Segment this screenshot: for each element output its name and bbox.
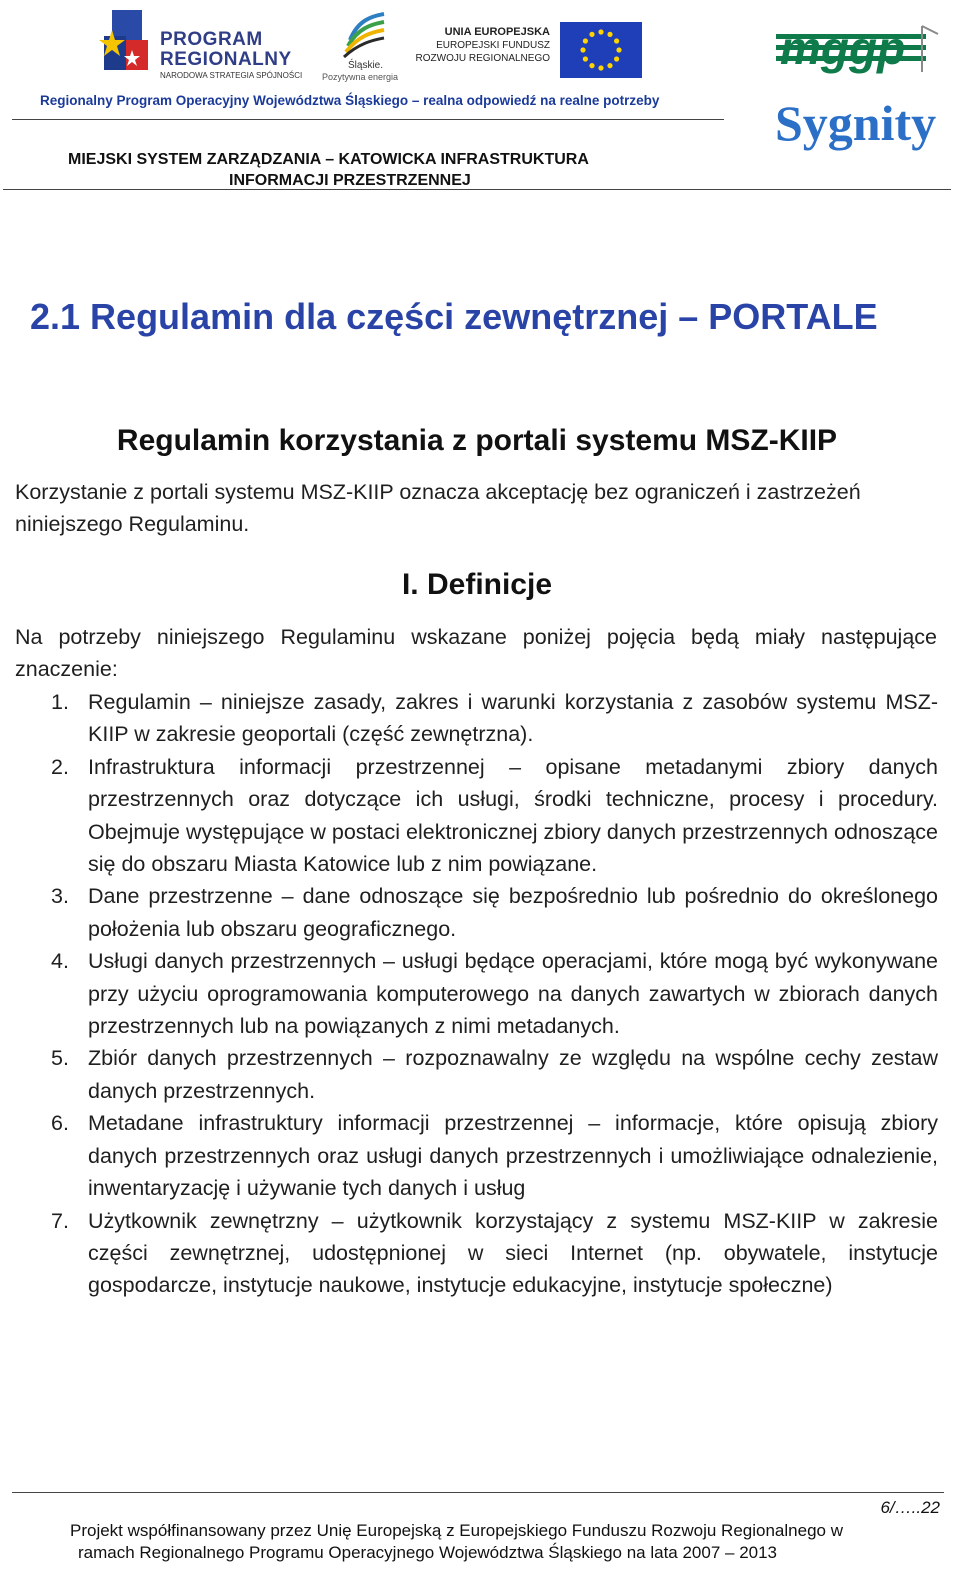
- footer-divider: [12, 1492, 944, 1493]
- program-tagline: Regionalny Program Operacyjny Województwa Śląskiego – realna odpowiedź na realne potrzeby: [40, 93, 660, 108]
- mggp-wordmark-icon: [776, 20, 944, 76]
- program-logo-line3: NARODOWA STRATEGIA SPÓJNOŚCI: [160, 71, 303, 80]
- mggp-logo-text: mggp: [780, 22, 906, 74]
- system-title: [68, 149, 678, 191]
- eu-logo: [415, 22, 642, 78]
- definition-item: [15, 880, 938, 945]
- definition-text: Regulamin – niniejsze zasady, zakres i warunki korzystania z zasobów systemu MSZ-KIIP w zakresie geoportali (część zewnętrzna).: [88, 690, 938, 747]
- document-title: Regulamin korzystania z portali systemu MSZ-KIIP: [116, 424, 838, 457]
- footer-line1: Projekt współfinansowany przez Unię Europejską z Europejskiego Funduszu Rozwoju Regionalnego w: [70, 1521, 843, 1540]
- eu-flag-icon: [560, 22, 642, 78]
- definition-number: 4.: [51, 949, 69, 974]
- slaskie-logo-slogan: Pozytywna energia: [322, 72, 399, 82]
- definition-item: [15, 1107, 938, 1204]
- intro-paragraph: Korzystanie z portali systemu MSZ-KIIP oznacza akceptację bez ograniczeń i zastrzeżeń niniejszego Regulaminu.: [15, 480, 861, 537]
- definition-text: Użytkownik zewnętrzny – użytkownik korzystający z systemu MSZ-KIIP w zakresie części zewnętrznej, udostępnionej w sieci Internet (np. obywatele, instytucje gospodarcze, instytucje naukowe, instytucje edukacyjne, instytucje społeczne): [88, 1208, 938, 1298]
- definition-number: 7.: [51, 1208, 69, 1233]
- eu-logo-line1: UNIA EUROPEJSKA: [444, 26, 550, 38]
- definitions-list: [15, 686, 938, 1302]
- definition-item: [15, 751, 938, 881]
- eu-logo-line3: ROZWOJU REGIONALNEGO: [415, 53, 550, 64]
- program-logo-line2: REGIONALNY: [160, 49, 292, 70]
- definition-number: 2.: [51, 754, 69, 779]
- header-divider: [12, 119, 724, 120]
- sygnity-wordmark-icon: [775, 96, 945, 162]
- definition-number: 3.: [51, 884, 69, 909]
- footer-funding-note: [70, 1520, 898, 1564]
- section-heading: 2.1 Regulamin dla części zewnętrznej – PORTALE: [30, 296, 878, 337]
- program-logo-line1: PROGRAM: [160, 29, 263, 50]
- system-title-line1: MIEJSKI SYSTEM ZARZĄDZANIA – KATOWICKA INFRASTRUKTURA: [68, 151, 589, 168]
- definition-item: [15, 1042, 938, 1107]
- footer-line2: ramach Regionalnego Programu Operacyjnego Województwa Śląskiego na lata 2007 – 2013: [78, 1543, 778, 1562]
- definition-text: Zbiór danych przestrzennych – rozpoznawalny ze względu na wspólne cechy zestaw danych przestrzennych.: [88, 1046, 938, 1103]
- header-bottom-divider: [3, 189, 951, 190]
- mggp-logo: [776, 20, 944, 76]
- eu-logo-line2: EUROPEJSKI FUNDUSZ: [436, 40, 550, 51]
- sygnity-logo-text: Sygnity: [775, 96, 937, 151]
- program-regionalny-flag-icon: [98, 10, 148, 76]
- definition-item: [15, 945, 938, 1042]
- system-title-line2: INFORMACJI PRZESTRZENNEJ: [229, 172, 471, 189]
- definition-item: [15, 1205, 938, 1302]
- definitions-heading: I. Definicje: [401, 568, 553, 601]
- sygnity-logo: [775, 96, 945, 162]
- program-regionalny-logo: [98, 10, 308, 82]
- definition-text: Usługi danych przestrzennych – usługi będące operacjami, które mogą być wykonywane przy użyciu oprogramowania komputerowego na danych zawartych w zbiorach danych przestrzennych lub na powiązanych z nimi metadanych.: [88, 949, 938, 1039]
- definitions-intro: Na potrzeby niniejszego Regulaminu wskazane poniżej pojęcia będą miały następujące znaczenie:: [15, 625, 937, 682]
- slaskie-swirl-icon: [340, 10, 388, 58]
- definition-text: Dane przestrzenne – dane odnoszące się bezpośrednio lub pośrednio do określonego położenia lub obszaru geograficznego.: [88, 884, 938, 941]
- definition-item: [15, 686, 938, 751]
- definition-text: Infrastruktura informacji przestrzennej – opisane metadanymi zbiory danych przestrzennych oraz dotyczące ich usługi, środki techniczne, procesy i procedury. Obejmuje występujące w postaci elektronicznej zbiory danych przestrzennych odnoszące się do obszaru Miasta Katowice lub z nim powiązane.: [88, 754, 938, 877]
- slaskie-logo-name: Śląskie.: [348, 60, 384, 71]
- definition-number: 1.: [51, 690, 69, 714]
- slaskie-logo: [322, 10, 412, 82]
- definition-number: 6.: [51, 1111, 69, 1136]
- page-number: 6/…..22: [880, 1498, 940, 1517]
- definition-number: 5.: [51, 1046, 69, 1071]
- definition-text: Metadane infrastruktury informacji przestrzennej – informacje, które opisują zbiory danych przestrzennych oraz usługi danych przestrzennych i umożliwiające odnalezienie, inwentaryzację i używanie tych danych i usług: [88, 1111, 938, 1201]
